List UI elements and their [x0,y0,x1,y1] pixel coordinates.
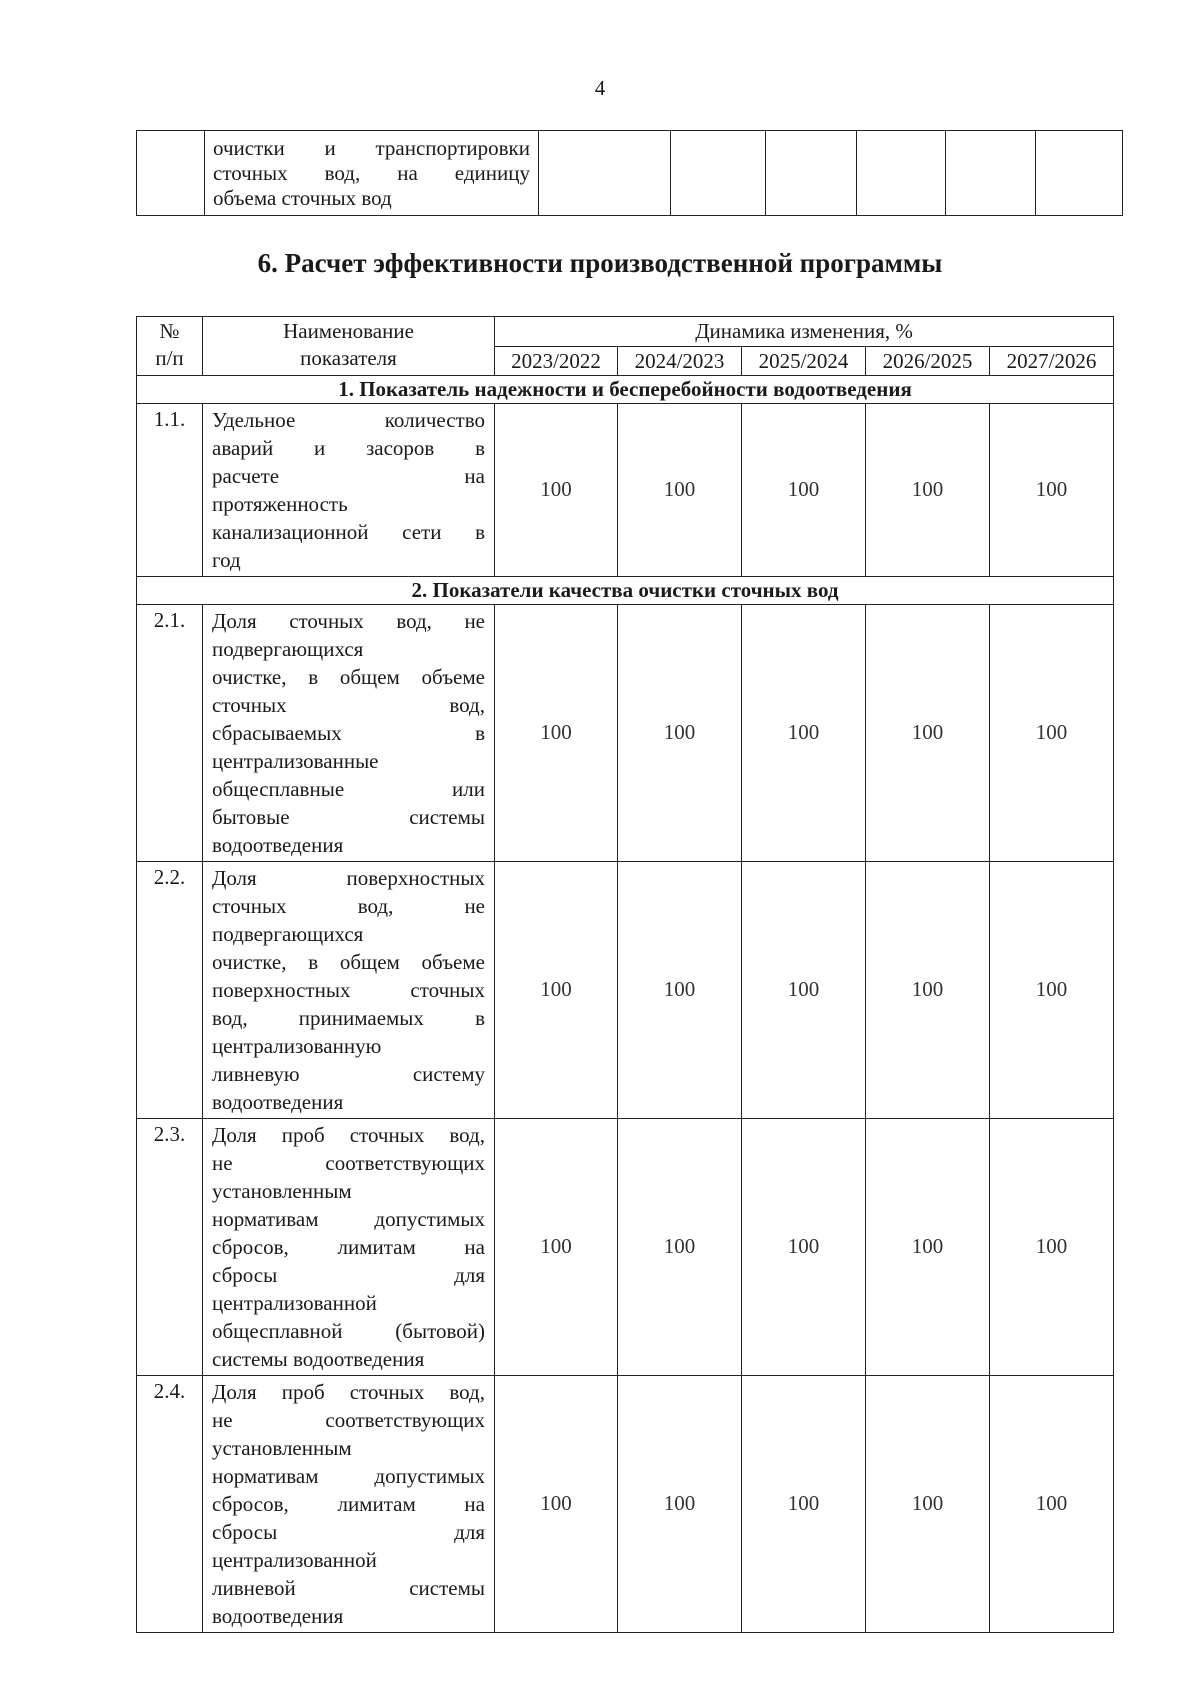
indicator-name-line: водоотведения [212,832,344,857]
indicator-name-line: подвергающихся [212,921,364,946]
table-row [137,604,1114,861]
row-number: 2.3. [137,1118,203,1375]
value-cell: 100 [742,403,866,576]
value-cell: 100 [742,861,866,1118]
group-title: 2. Показатели качества очистки сточных вод [137,576,1114,604]
header-num-bottom: п/п [137,346,203,375]
header-period: 2024/2023 [618,346,742,375]
header-name-bottom: показателя [203,346,495,375]
group-title: 1. Показатель надежности и бесперебойности водоотведения [137,375,1114,403]
indicator-name [203,604,495,861]
value-cell: 100 [495,861,618,1118]
value-cell: 100 [990,1375,1114,1632]
indicator-name-line: сбрасываемых в [212,720,485,745]
indicator-name [203,861,495,1118]
indicator-name-line: не соответствующих [212,1407,485,1432]
indicator-name-line: общесплавной (бытовой) [212,1318,485,1343]
indicator-name-line: Удельное количество [212,407,485,432]
indicator-name-line: установленным [212,1178,352,1203]
continuation-num-cell [137,131,205,216]
indicator-name-line: водоотведения [212,1603,344,1628]
table-row [137,1375,1114,1632]
indicator-name-line: Доля поверхностных [212,865,485,890]
group-header-row [137,576,1114,604]
row-number: 2.4. [137,1375,203,1632]
indicator-name-line: год [212,547,241,572]
indicator-name-line: централизованной [212,1290,377,1315]
indicator-name-line: очистке, в общем объеме [212,949,485,974]
continuation-value-cell [671,131,766,216]
value-cell: 100 [742,1118,866,1375]
indicator-name-line: водоотведения [212,1089,344,1114]
continuation-row [137,131,1123,216]
value-cell: 100 [742,1375,866,1632]
continuation-text-line: сточных вод, на единицу [213,160,530,185]
value-cell: 100 [990,1118,1114,1375]
value-cell: 100 [618,403,742,576]
table-body [137,375,1114,1632]
row-number: 1.1. [137,403,203,576]
indicator-name [203,1118,495,1375]
row-number: 2.1. [137,604,203,861]
indicator-name-line: вод, принимаемых в [212,1005,485,1030]
indicator-name-line: канализационной сети в [212,519,485,544]
indicator-name-line: расчете на [212,463,485,488]
indicator-name-line: ливневой системы [212,1575,485,1600]
indicator-name-line: аварий и засоров в [212,435,485,460]
value-cell: 100 [866,861,990,1118]
indicator-name-line: сбросов, лимитам на [212,1491,485,1516]
indicator-name-line: общесплавные или [212,776,485,801]
indicator-name [203,1375,495,1632]
page-number: 4 [594,76,606,100]
header-row-2 [137,346,1114,375]
indicator-name-line: сбросы для [212,1262,485,1287]
indicator-name-line: протяженность [212,491,348,516]
indicator-name-line: нормативам допустимых [212,1463,485,1488]
continuation-name-cell [205,131,539,216]
value-cell: 100 [495,604,618,861]
header-period: 2027/2026 [990,346,1114,375]
value-cell: 100 [618,1118,742,1375]
value-cell: 100 [618,604,742,861]
indicator-name-line: Доля проб сточных вод, [212,1122,485,1147]
group-header-row [137,375,1114,403]
indicator-name-line: системы водоотведения [212,1346,425,1371]
continuation-value-cell [766,131,857,216]
value-cell: 100 [990,861,1114,1118]
value-cell: 100 [618,861,742,1118]
efficiency-table [136,316,1114,1633]
header-period: 2026/2025 [866,346,990,375]
value-cell: 100 [495,1375,618,1632]
indicator-name-line: сточных вод, [212,692,485,717]
continuation-text-line: объема сточных вод [213,185,392,210]
value-cell: 100 [866,1118,990,1375]
header-row-1 [137,317,1114,347]
continuation-value-cell [1036,131,1123,216]
table-row [137,403,1114,576]
value-cell: 100 [495,1118,618,1375]
table-row [137,1118,1114,1375]
value-cell: 100 [990,604,1114,861]
indicator-name-line: Доля проб сточных вод, [212,1379,485,1404]
value-cell: 100 [866,1375,990,1632]
indicator-name-line: Доля сточных вод, не [212,608,485,633]
value-cell: 100 [866,403,990,576]
value-cell: 100 [742,604,866,861]
header-name-top: Наименование [203,317,495,347]
indicator-name-line: централизованной [212,1547,377,1572]
table-row [137,861,1114,1118]
section-title: 6. Расчет эффективности производственной программы [257,248,943,278]
indicator-name-line: сточных вод, не [212,893,485,918]
value-cell: 100 [866,604,990,861]
continuation-text-line: очистки и транспортировки [213,135,530,160]
continuation-value-cell [539,131,671,216]
indicator-name-line: бытовые системы [212,804,485,829]
indicator-name-line: подвергающихся [212,636,364,661]
continuation-text [205,134,538,213]
continuation-table [136,130,1123,216]
value-cell: 100 [990,403,1114,576]
indicator-name-line: не соответствующих [212,1150,485,1175]
row-number: 2.2. [137,861,203,1118]
value-cell: 100 [495,403,618,576]
indicator-name-line: нормативам допустимых [212,1206,485,1231]
indicator-name-line: установленным [212,1435,352,1460]
indicator-name [203,403,495,576]
indicator-name-line: сбросы для [212,1519,485,1544]
header-period: 2025/2024 [742,346,866,375]
indicator-name-line: очистке, в общем объеме [212,664,485,689]
indicator-name-line: сбросов, лимитам на [212,1234,485,1259]
value-cell: 100 [618,1375,742,1632]
header-num-top: № [137,317,203,347]
indicator-name-line: поверхностных сточных [212,977,485,1002]
header-period: 2023/2022 [495,346,618,375]
indicator-name-line: централизованные [212,748,379,773]
header-dynamics: Динамика изменения, % [495,317,1114,347]
continuation-value-cell [857,131,946,216]
continuation-value-cell [946,131,1036,216]
indicator-name-line: централизованную [212,1033,382,1058]
indicator-name-line: ливневую систему [212,1061,485,1086]
